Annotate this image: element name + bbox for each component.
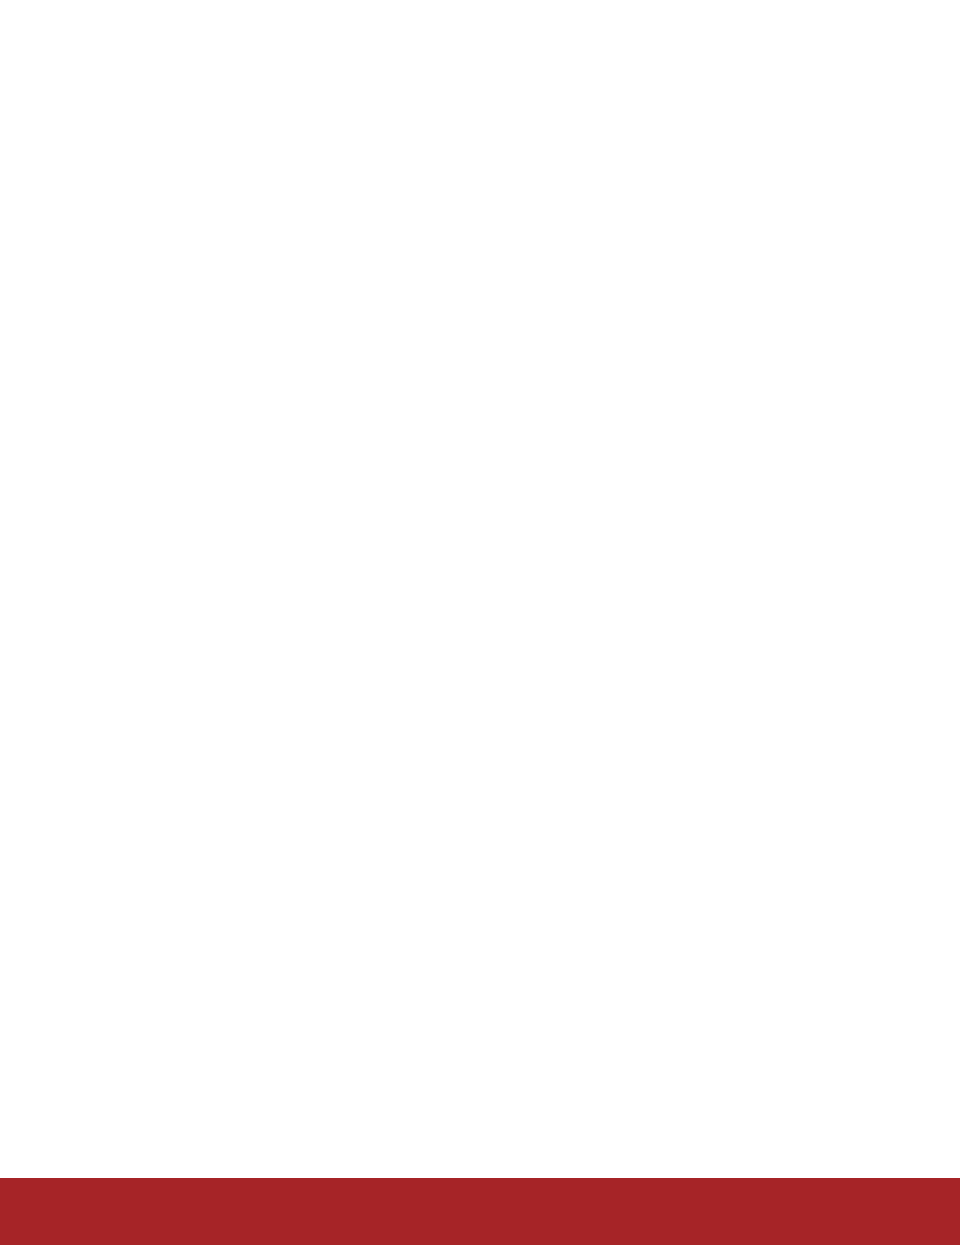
footer-band — [0, 1178, 960, 1245]
